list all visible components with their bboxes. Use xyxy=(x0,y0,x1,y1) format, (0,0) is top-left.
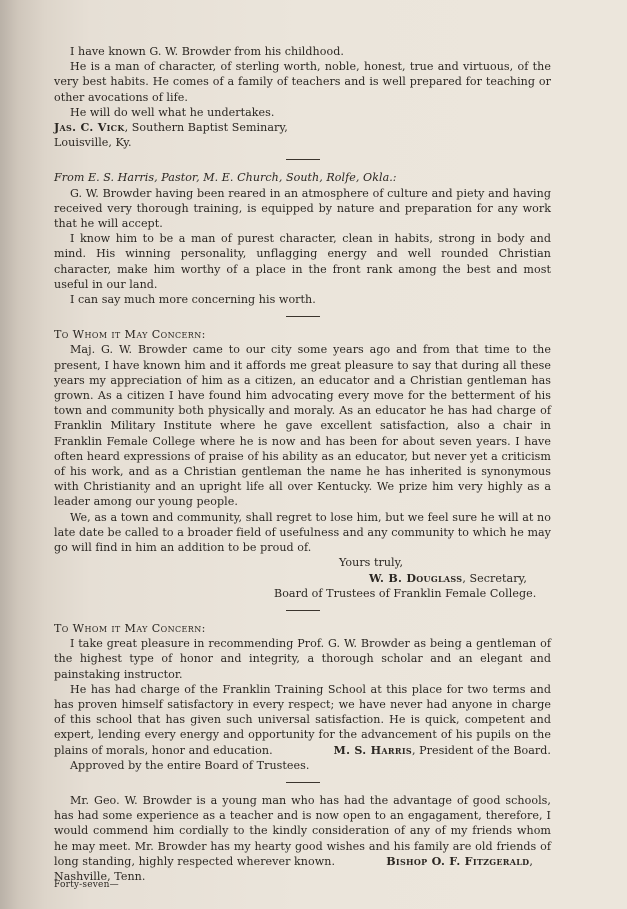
signature-place: Nashville, Tenn. xyxy=(54,869,146,883)
signature-title: , Southern Baptist Seminary, xyxy=(124,121,288,135)
signature-title: , Secretary, xyxy=(462,571,527,585)
signature-line xyxy=(54,120,551,135)
paragraph: I have known G. W. Browder from his childhood. xyxy=(70,45,344,58)
section-divider xyxy=(286,610,320,611)
signature-title: , xyxy=(529,854,533,868)
page-number: Forty-seven— xyxy=(54,880,119,890)
signature-line xyxy=(370,854,551,869)
paragraph: We, as a town and community, shall regret to lose him, but we feel sure he will at no late date be called to a broader field of usefulness and any community to which he may go will find in him an addition to be proud of. xyxy=(54,510,551,555)
document-page xyxy=(54,44,551,884)
signature-line xyxy=(54,571,551,586)
paragraph-text: Mr. Geo. W. Browder is a young man who has had the advantage of good schools, has had some experience as a teacher and is now open to an engagament, therefore, I would commend him cordially to the kindly consideration of any of my friends whom he may meet. Mr. Browder has my hearty good wishes and his family are old friends of long standing, highly respected wherever known. xyxy=(54,793,551,868)
from-line: From E. S. Harris, Pastor, M. E. Church, South, Rolfe, Okla.: xyxy=(54,171,397,185)
paragraph-text: He has had charge of the Franklin Training School at this place for two terms and has proven himself satisfactory in every respect; we have never had anyone in charge of this school that has given such universal satisfaction. He is quick, competent and expert, lending every energy and opportunity for the advancement of his pupils on the plains of morals, honor and education. xyxy=(54,682,551,757)
paragraph xyxy=(54,682,551,758)
section-divider xyxy=(286,782,320,783)
closing: Yours truly, xyxy=(339,556,404,570)
paragraph: I can say much more concerning his worth. xyxy=(70,293,316,307)
signature-place: Louisville, Ky. xyxy=(54,136,132,150)
salutation: To Whom it May Concern: xyxy=(54,621,206,635)
letter-vick xyxy=(54,44,551,150)
signature-line xyxy=(317,743,551,758)
signature-title: , President of the Board. xyxy=(411,743,551,757)
paragraph: Maj. G. W. Browder came to our city some years ago and from that time to the present, I have known him and it affords me great pleasure to say that during all these years my appreciation of him as a citizen, an educator and a Christian gentleman has grown. As a citizen I have found him advocating every move for the betterment of his town and community both physically and moraly. As an educator he has had charge of Franklin Military Institute where he gave excellent satisfaction, also a chair in Franklin Female College where he is now and has been for about seven years. I have often heard expressions of praise of his ability as an educator, but never yet a criticism of his work, and as a Christian gentleman the name he has inherited is synonymous with Christianity and an upright life all over Kentucky. We prize him very highly as a leader among our young people. xyxy=(54,343,551,509)
signature-name: Bishop O. F. Fitzgerald xyxy=(386,854,530,868)
signature-name: Jas. C. Vick xyxy=(54,121,125,135)
paragraph xyxy=(54,793,551,869)
paragraph: G. W. Browder having been reared in an atmosphere of culture and piety and having received very thorough training, is equipped by nature and preparation for any work that he will accept. xyxy=(54,186,551,231)
letter-fitzgerald xyxy=(54,793,551,884)
letter-douglass xyxy=(54,327,551,601)
salutation: To Whom it May Concern: xyxy=(54,328,206,342)
section-divider xyxy=(286,159,320,160)
section-divider xyxy=(286,316,320,317)
paragraph: He is a man of character, of sterling worth, noble, honest, true and virtuous, of the very best habits. He comes of a family of teachers and is well prepared for teaching or other avocations of life. xyxy=(54,60,551,104)
signature-name: W. B. Douglass xyxy=(369,571,463,585)
signature-org: Board of Trustees of Franklin Female College. xyxy=(274,586,537,600)
letter-harris-board xyxy=(54,621,551,773)
letter-harris-pastor xyxy=(54,170,551,307)
paragraph: I take great pleasure in recommending Prof. G. W. Browder as being a gentleman of the highest type of honor and integrity, a thorough scholar and an elegant and painstaking instructor. xyxy=(54,637,551,681)
paragraph: He will do well what he undertakes. xyxy=(70,105,275,119)
approval-note: Approved by the entire Board of Trustees. xyxy=(70,758,310,772)
signature-name: M. S. Harris xyxy=(333,743,412,757)
paragraph: I know him to be a man of purest character, clean in habits, strong in body and mind. His winning personality, unflagging energy and well rounded Christian character, make him worthy of a place in the front rank among the best and most useful in our land. xyxy=(54,232,551,291)
